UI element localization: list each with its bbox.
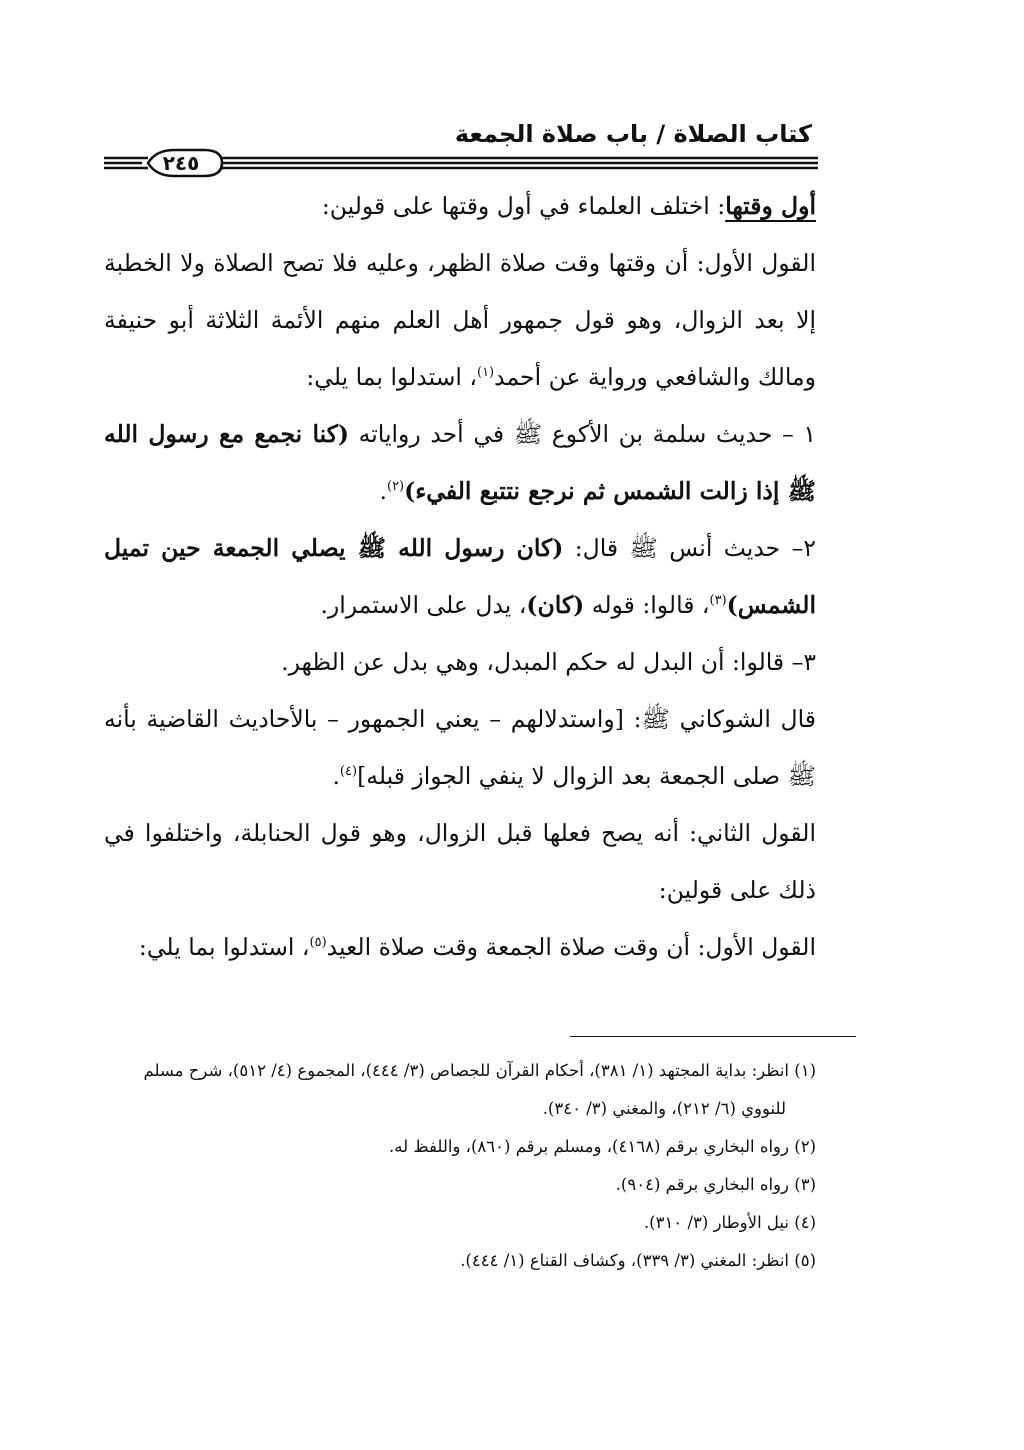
footnote-ref-3: (٣) xyxy=(709,593,727,608)
footnote-ref-2: (٢) xyxy=(386,479,405,494)
paragraph-8-text: القول الأول: أن وقت صلاة الجمعة وقت صلاة العيد xyxy=(326,933,816,961)
paragraph-8-tail: ، استدلوا بما يلي: xyxy=(138,933,310,961)
footnote-5 xyxy=(104,1242,816,1280)
footnote-1 xyxy=(104,1052,816,1090)
footnote-1-continued xyxy=(104,1090,816,1128)
section-lead-in: أول وقتها xyxy=(725,192,816,220)
paragraph-2-text: القول الأول: أن وقتها وقت صلاة الظهر، وعليه فلا تصح الصلاة ولا الخطبة إلا بعد الزوال، وهو قول جمهور أهل العلم منهم الأئمة الثلاثة أبو حنيفة ومالك والشافعي ورواية عن أحمد xyxy=(104,249,816,391)
footnote-4 xyxy=(104,1204,816,1242)
footnote-1-continued-text: للنووي (٦/ ٢١٢)، والمغني (٣/ ٣٤٠). xyxy=(542,1099,786,1118)
paragraph-4 xyxy=(104,520,816,634)
footnote-2-text: (٢) رواه البخاري برقم (٤١٦٨)، ومسلم برقم (٨٦٠)، واللفظ له. xyxy=(389,1137,816,1156)
paragraph-7 xyxy=(104,805,816,919)
paragraph-6 xyxy=(104,691,816,805)
paragraph-4-text: ٢– حديث أنس ﷺ قال: xyxy=(563,534,816,562)
footnote-1-text: (١) انظر: بداية المجتهد (١/ ٣٨١)، أحكام القرآن للجصاص (٣/ ٤٤٤)، المجموع (٤/ ٥١٢)، شرح مسلم xyxy=(143,1061,816,1080)
paragraph-4-mid: ، قالوا: قوله xyxy=(584,591,710,619)
paragraph-3-tail: . xyxy=(379,477,387,505)
page-number: ٢٤٥ xyxy=(162,151,200,175)
paragraph-8 xyxy=(104,919,816,976)
paragraph-2-tail: ، استدلوا بما يلي: xyxy=(306,363,477,391)
paragraph-2 xyxy=(104,235,816,406)
running-title: كتاب الصلاة / باب صلاة الجمعة xyxy=(454,120,812,148)
footnote-ref-4: (٤) xyxy=(339,764,358,779)
footnote-5-text: (٥) انظر: المغني (٣/ ٣٣٩)، وكشاف القناع (١/ ٤٤٤). xyxy=(460,1251,816,1270)
hadith-quote-1: (كنا نجمع مع رسول الله ﷺ إذا زالت الشمس ثم نرجع نتتبع الفيء) xyxy=(104,420,816,505)
paragraph-5-text: ٣– قالوا: أن البدل له حكم المبدل، وهي بدل عن الظهر. xyxy=(281,648,816,676)
paragraph-3 xyxy=(104,406,816,520)
paragraph-1-text: : اختلف العلماء في أول وقتها على قولين: xyxy=(321,192,726,220)
paragraph-7-text: القول الثاني: أنه يصح فعلها قبل الزوال، وهو قول الحنابلة، واختلفوا في ذلك على قولين: xyxy=(104,819,816,904)
paragraph-6-text: قال الشوكاني ﷺ: [واستدلالهم – يعني الجمهور – بالأحاديث القاضية بأنه ﷺ صلى الجمعة بعد الزوال لا ينفي الجواز قبله] xyxy=(104,705,816,790)
paragraph-3-text: ١ – حديث سلمة بن الأكوع ﷺ في أحد رواياته xyxy=(349,420,816,448)
body-text xyxy=(104,178,816,976)
footnote-3 xyxy=(104,1166,816,1204)
footnote-separator xyxy=(570,1036,856,1037)
footnote-2 xyxy=(104,1128,816,1166)
hadith-quote-2: (كان رسول الله ﷺ يصلي الجمعة حين تميل الشمس) xyxy=(104,534,816,619)
footnote-4-text: (٤) نيل الأوطار (٣/ ٣١٠). xyxy=(643,1213,816,1232)
footnote-ref-1: (١) xyxy=(476,365,495,380)
paragraph-5 xyxy=(104,634,816,691)
footnotes xyxy=(104,1052,816,1280)
paragraph-1 xyxy=(104,178,816,235)
quoted-word: (كان) xyxy=(526,591,585,619)
paragraph-6-tail: . xyxy=(332,762,340,790)
footnote-ref-5: (٥) xyxy=(309,935,327,950)
footnote-3-text: (٣) رواه البخاري برقم (٩٠٤). xyxy=(615,1175,816,1194)
paragraph-4-tail: ، يدل على الاستمرار. xyxy=(320,591,527,619)
